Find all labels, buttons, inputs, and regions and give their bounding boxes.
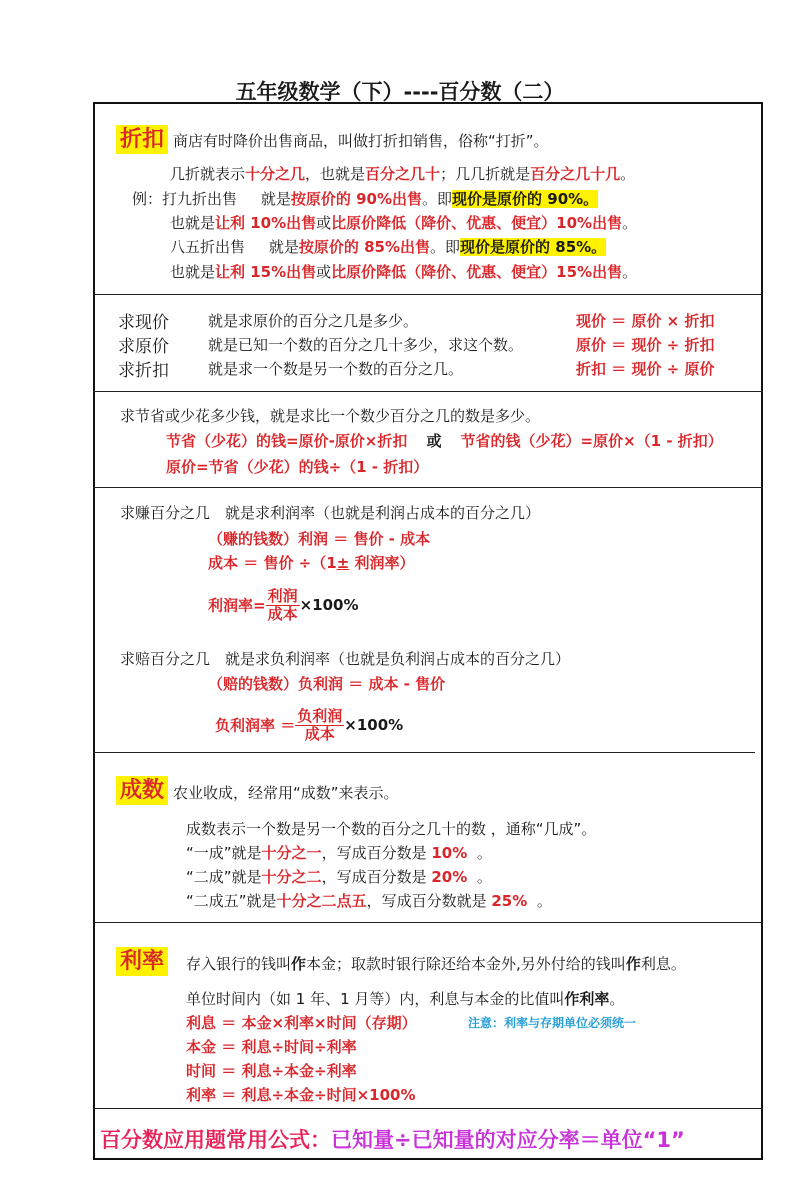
chengshu-line1: 成数表示一个数是另一个数的百分之几十的数 ，通称“几成”。 [186, 820, 597, 838]
loss-rate-formula: 负利润率 ＝ $\frac{\text{负利润}}{\text{成本}}$ ×100% [215, 707, 404, 743]
divider [93, 1108, 763, 1109]
divider [93, 391, 763, 392]
price-label: 求原价 [118, 337, 169, 357]
section-interest [116, 944, 168, 975]
discount-tag: 折扣 [116, 125, 168, 154]
price-formula: 现价 ＝ 原价 × 折扣 [576, 312, 715, 330]
discount-intro: 商店有时降价出售商品，叫做打折扣销售，俗称“打折”。 [173, 132, 549, 150]
price-formula: 原价 ＝ 现价 ÷ 折扣 [576, 336, 715, 354]
example-1: 例：打九折出售 就是按原价的 90%出售。即现价是原价的 90%。 [132, 190, 599, 208]
discount-line1: 几折就表示十分之几，也就是百分之几十；几几折就是百分之几十几。 [170, 165, 636, 183]
loss-rate-fraction: $\frac{\text{负利润}}{\text{成本}}$ [297, 707, 343, 743]
price-label: 求现价 [118, 313, 169, 333]
price-desc: 就是求一个数是另一个数的百分之几。 [208, 360, 464, 378]
divider [93, 752, 755, 753]
interest-formula: 利息 ＝ 本金×利率×时间（存期） [186, 1014, 417, 1032]
footer-formula: 百分数应用题常用公式：已知量÷已知量的对应分率＝单位“1” [100, 1128, 685, 1152]
savings-formula-2: 原价=节省（少花）的钱÷（1 - 折扣） [166, 458, 429, 476]
chengshu-row: “二成”就是十分之二，写成百分数是 20% 。 [186, 868, 492, 886]
divider [93, 487, 763, 488]
loss-formula-1: （赔的钱数）负利润 ＝ 成本 - 售价 [208, 675, 446, 693]
price-formula: 折扣 ＝ 现价 ÷ 原价 [576, 360, 715, 378]
interest-formula: 时间 ＝ 利息÷本金÷利率 [186, 1062, 357, 1080]
savings-intro: 求节省或少花多少钱，就是求比一个数少百分之几的数是多少。 [120, 407, 541, 425]
interest-formula: 利率 ＝ 利息÷本金÷时间×100% [186, 1086, 416, 1104]
interest-tag: 利率 [116, 947, 168, 976]
price-label: 求折扣 [118, 361, 169, 381]
divider [93, 294, 763, 295]
price-desc: 就是已知一个数的百分之几十多少，求这个数。 [208, 336, 524, 354]
interest-line1: 单位时间内（如 1 年、1 月等）内，利息与本金的比值叫作利率。 [186, 990, 625, 1008]
chengshu-intro: 农业收成，经常用“成数”来表示。 [173, 784, 399, 802]
profit-intro: 求赚百分之几 就是求利润率（也就是利润占成本的百分之几） [120, 504, 541, 522]
profit-rate-formula: 利润率= $\frac{\text{利润}}{\text{成本}}$ ×100% [208, 587, 359, 623]
chengshu-row: “二成五”就是十分之二点五，写成百分数就是 25% 。 [186, 892, 552, 910]
price-desc: 就是求原价的百分之几是多少。 [208, 312, 419, 330]
loss-intro: 求赔百分之几 就是求负利润率（也就是负利润占成本的百分之几） [120, 650, 571, 668]
profit-formula-2: 成本 ＝ 售价 ÷（1± 利润率） [208, 554, 415, 572]
divider [93, 922, 763, 923]
page-title: 五年级数学（下）----百分数（二） [235, 80, 565, 104]
example-1-detail: 也就是让利 10%出售或比原价降低（降价、优惠、便宜）10%出售。 [170, 214, 638, 232]
section-discount [116, 122, 168, 153]
interest-note: 注意：利率与存期单位必须统一 [468, 1016, 637, 1030]
chengshu-tag: 成数 [116, 776, 168, 805]
example-2-detail: 也就是让利 15%出售或比原价降低（降价、优惠、便宜）15%出售。 [170, 263, 638, 281]
profit-rate-fraction: $\frac{\text{利润}}{\text{成本}}$ [267, 587, 298, 623]
profit-formula-1: （赚的钱数）利润 ＝ 售价 - 成本 [208, 530, 431, 548]
savings-formula-1: 节省（少花）的钱=原价-原价×折扣 或 节省的钱（少花）=原价×（1 - 折扣） [166, 432, 723, 450]
section-chengshu [116, 773, 168, 804]
chengshu-row: “一成”就是十分之一，写成百分数是 10% 。 [186, 844, 492, 862]
interest-intro: 存入银行的钱叫作本金；取款时银行除还给本金外,另外付给的钱叫作利息。 [186, 955, 686, 973]
interest-formula: 本金 ＝ 利息÷时间÷利率 [186, 1038, 357, 1056]
example-2: 八五折出售 就是按原价的 85%出售。即现价是原价的 85%。 [170, 238, 607, 256]
